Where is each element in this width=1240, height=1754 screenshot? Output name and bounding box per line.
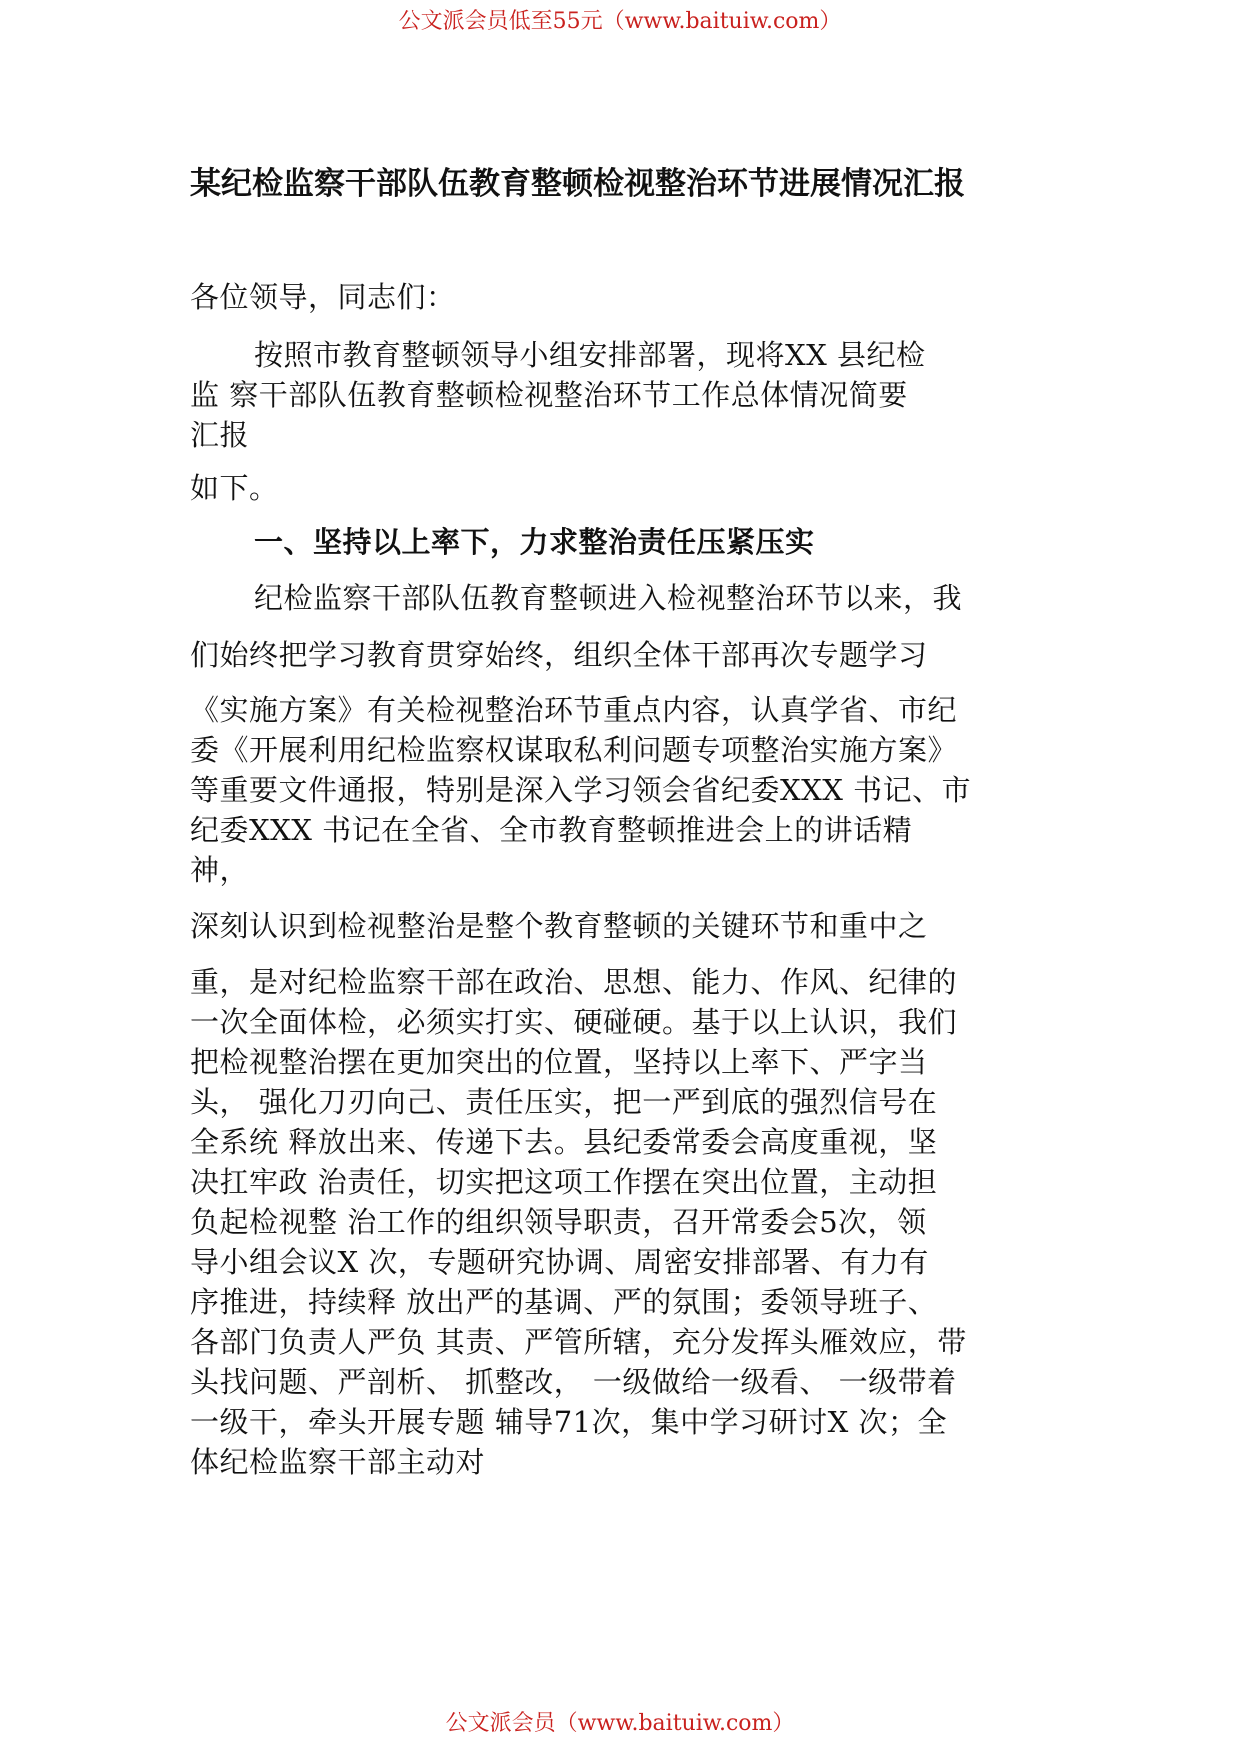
header-watermark: 公文派会员低至55元（www.baituiw.com） (398, 9, 842, 34)
footer-watermark: 公文派会员（www.baituiw.com） (445, 1711, 795, 1736)
paragraph-line: 神， (190, 853, 250, 887)
paragraph-line: 头找问题、严剖析、 抓整改， 一级做给一级看、 一级带着 (190, 1365, 957, 1399)
paragraph-line: 各部门负责人严负 其责、严管所辖，充分发挥头雁效应，带 (190, 1325, 967, 1359)
paragraph-line: 们始终把学习教育贯穿始终，组织全体干部再次专题学习 (190, 638, 928, 672)
paragraph-line: 纪委XXX 书记在全省、全市教育整顿推进会上的讲话精 (190, 813, 913, 847)
document-title: 某纪检监察干部队伍教育整顿检视整治环节进展情况汇报 (190, 166, 965, 202)
paragraph-line: 深刻认识到检视整治是整个教育整顿的关键环节和重中之 (190, 909, 928, 943)
paragraph-line: 纪检监察干部队伍教育整顿进入检视整治环节以来，我 (254, 581, 963, 615)
paragraph-line: 监 察干部队伍教育整顿检视整治环节工作总体情况简要 (190, 378, 908, 412)
paragraph-line: 按照市教育整顿领导小组安排部署，现将XX 县纪检 (254, 338, 926, 372)
paragraph-line: 如下。 (190, 471, 279, 505)
paragraph-line: 导小组会议X 次，专题研究协调、周密安排部署、有力有 (190, 1245, 929, 1279)
section-heading: 一、坚持以上率下，力求整治责任压紧压实 (254, 525, 815, 559)
paragraph-line: 汇报 (190, 418, 250, 452)
paragraph-line: 头， 强化刀刃向己、责任压实，把一严到底的强烈信号在 (190, 1085, 938, 1119)
paragraph-line: 一次全面体检，必须实打实、硬碰硬。基于以上认识，我们 (190, 1005, 958, 1039)
paragraph-line: 体纪检监察干部主动对 (190, 1445, 486, 1479)
paragraph-line: 委《开展利用纪检监察权谋取私利问题专项整治实施方案》 (190, 733, 958, 767)
paragraph-line: 负起检视整 治工作的组织领导职责，召开常委会5次，领 (190, 1205, 927, 1239)
paragraph-line: 一级干，牵头开展专题 辅导71次，集中学习研讨X 次；全 (190, 1405, 947, 1439)
paragraph-line: 重，是对纪检监察干部在政治、思想、能力、作风、纪律的 (190, 965, 958, 999)
salutation: 各位领导，同志们： (190, 280, 456, 314)
paragraph-line: 把检视整治摆在更加突出的位置，坚持以上率下、严字当 (190, 1045, 928, 1079)
paragraph-line: 序推进，持续释 放出严的基调、严的氛围；委领导班子、 (190, 1285, 938, 1319)
paragraph-line: 全系统 释放出来、传递下去。县纪委常委会高度重视，坚 (190, 1125, 938, 1159)
paragraph-line: 等重要文件通报，特别是深入学习领会省纪委XXX 书记、市 (190, 773, 972, 807)
paragraph-line: 《实施方案》有关检视整治环节重点内容，认真学省、市纪 (190, 693, 958, 727)
paragraph-line: 决扛牢政 治责任，切实把这项工作摆在突出位置，主动担 (190, 1165, 938, 1199)
